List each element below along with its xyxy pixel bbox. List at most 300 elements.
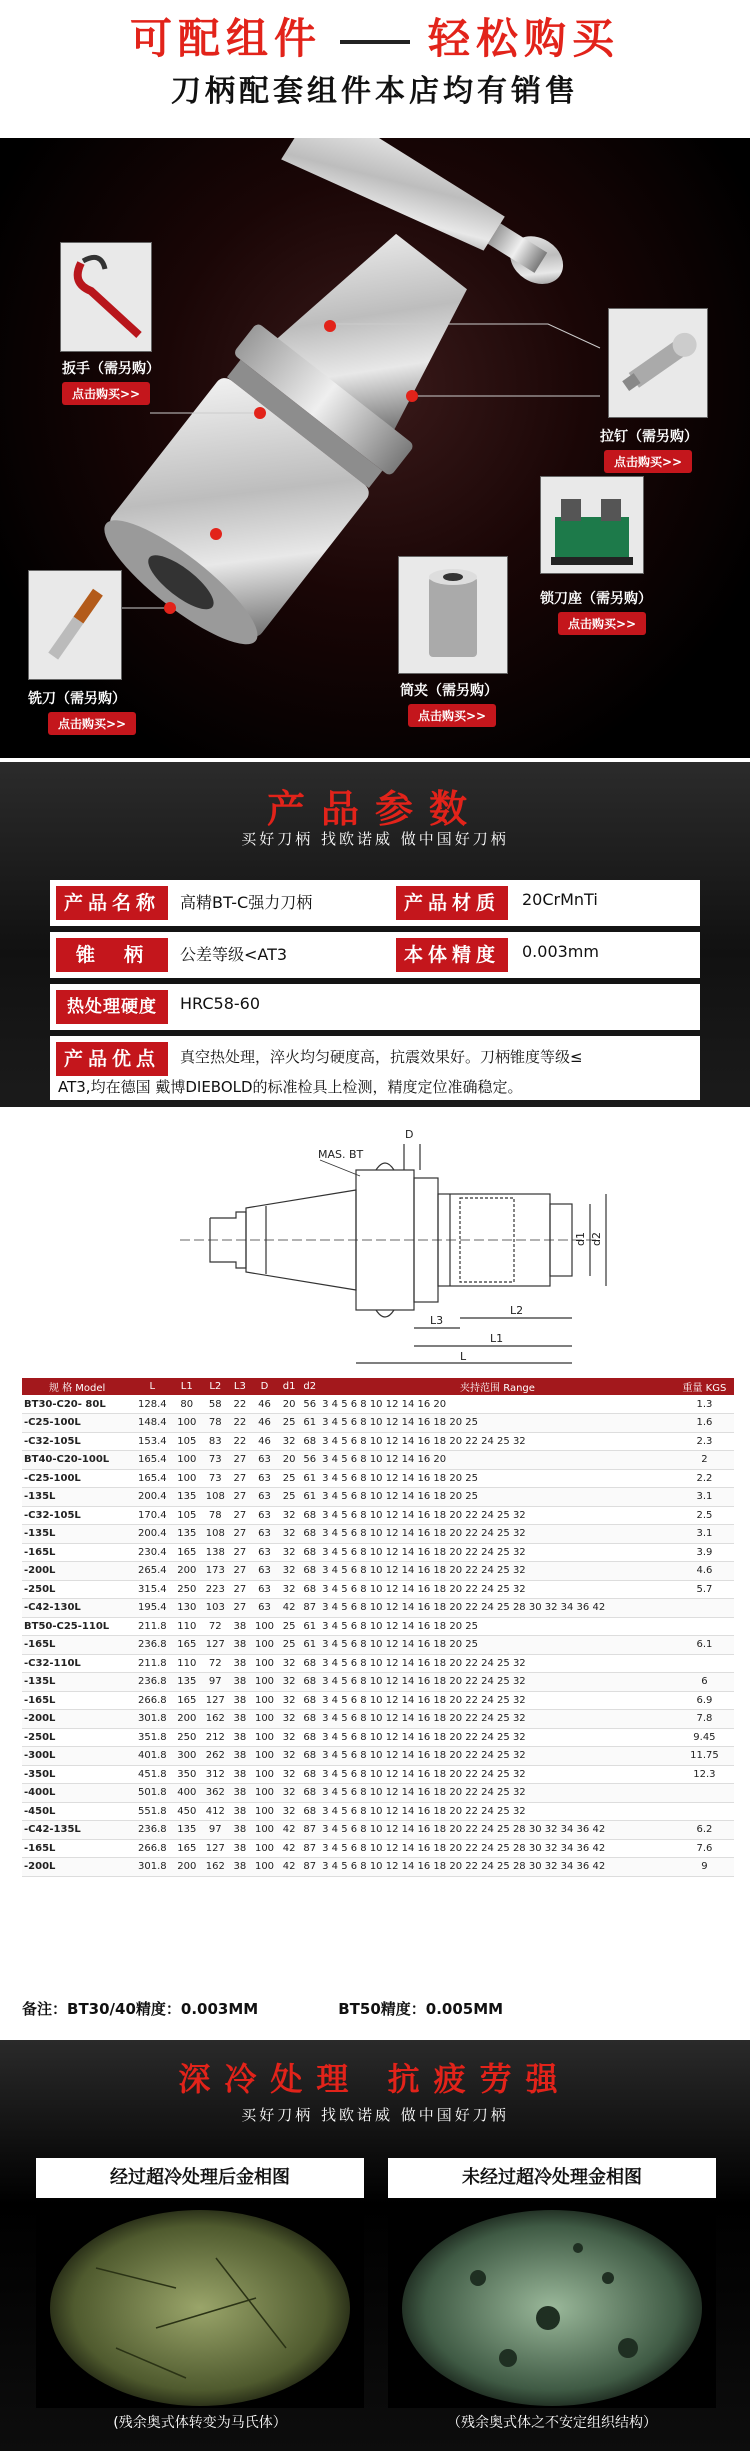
product-params-section (0, 762, 750, 1107)
spec-cell: 100 (250, 1617, 279, 1636)
spec-cell: 100 (250, 1710, 279, 1729)
spec-cell: 127 (201, 1636, 230, 1655)
spec-cell: 212 (201, 1728, 230, 1747)
spec-cell: 68 (299, 1784, 320, 1803)
spec-cell: 130 (173, 1599, 202, 1618)
spec-cell: 3 4 5 6 8 10 12 14 16 20 (320, 1395, 675, 1414)
spec-cell: 32 (279, 1802, 300, 1821)
spec-cell: 236.8 (132, 1673, 172, 1692)
spec-cell: 3 4 5 6 8 10 12 14 16 18 20 22 24 25 28 30 32 34 36 42 (320, 1839, 675, 1858)
spec-cell: 148.4 (132, 1414, 172, 1433)
table-row (22, 1617, 734, 1636)
wrench-thumbnail[interactable] (60, 242, 152, 352)
spec-cell: 362 (201, 1784, 230, 1803)
spec-cell: 3 4 5 6 8 10 12 14 16 18 20 22 24 25 32 (320, 1654, 675, 1673)
spec-cell: 38 (230, 1821, 251, 1840)
param-value: HRC58-60 (180, 994, 261, 1013)
spec-cell: 32 (279, 1673, 300, 1692)
table-row (22, 1747, 734, 1766)
table-row (22, 1506, 734, 1525)
table-row (22, 1839, 734, 1858)
spec-cell: 6.1 (675, 1636, 734, 1655)
param-label: 本体精度 (396, 938, 508, 972)
spec-cell: -200L (22, 1710, 132, 1729)
spec-cell: 3 4 5 6 8 10 12 14 16 18 20 25 (320, 1617, 675, 1636)
spec-cell: 87 (299, 1599, 320, 1618)
spec-cell: 3 4 5 6 8 10 12 14 16 18 20 22 24 25 32 (320, 1784, 675, 1803)
spec-table-section (0, 1378, 750, 1988)
spec-cell: 200 (173, 1710, 202, 1729)
spec-cell: 38 (230, 1710, 251, 1729)
spec-cell: 100 (250, 1691, 279, 1710)
spec-cell: 400 (173, 1784, 202, 1803)
spec-cell: 80 (173, 1395, 202, 1414)
spec-cell: 195.4 (132, 1599, 172, 1618)
spec-cell: 3 4 5 6 8 10 12 14 16 18 20 25 (320, 1636, 675, 1655)
spec-table-body (22, 1395, 734, 1876)
spec-cell: 12.3 (675, 1765, 734, 1784)
spec-cell: 68 (299, 1580, 320, 1599)
spec-cell: 61 (299, 1414, 320, 1433)
spec-cell: 200.4 (132, 1488, 172, 1507)
spec-cell: 165 (173, 1543, 202, 1562)
spec-cell: 27 (230, 1543, 251, 1562)
spec-cell: 63 (250, 1525, 279, 1544)
spec-cell: 3 4 5 6 8 10 12 14 16 18 20 22 24 25 32 (320, 1562, 675, 1581)
spec-cell: 9.45 (675, 1728, 734, 1747)
spec-cell: 236.8 (132, 1636, 172, 1655)
label-l2: L2 (510, 1304, 524, 1317)
table-row (22, 1469, 734, 1488)
spec-cell: 250 (173, 1728, 202, 1747)
spec-cell: -200L (22, 1562, 132, 1581)
spec-cell: 83 (201, 1432, 230, 1451)
spec-header-cell: D (250, 1378, 279, 1395)
table-row (22, 1580, 734, 1599)
advantage-text-2: AT3,均在德国 戴博DIEBOLD的标准检具上检测，精度定位准确稳定。 (58, 1078, 523, 1096)
spec-cell: 56 (299, 1395, 320, 1414)
spec-cell: 42 (279, 1599, 300, 1618)
spec-cell: 3 4 5 6 8 10 12 14 16 20 (320, 1451, 675, 1470)
spec-cell: 38 (230, 1654, 251, 1673)
spec-cell: 1.6 (675, 1414, 734, 1433)
spec-cell: 27 (230, 1580, 251, 1599)
spec-cell: 97 (201, 1673, 230, 1692)
spec-cell: 61 (299, 1488, 320, 1507)
spec-cell: 266.8 (132, 1691, 172, 1710)
spec-cell: 68 (299, 1747, 320, 1766)
cryo-heading: 深冷处理 抗疲劳强 (178, 2060, 572, 2098)
spec-cell: 46 (250, 1395, 279, 1414)
spec-cell: 211.8 (132, 1654, 172, 1673)
spec-header-cell: 规 格 Model (22, 1378, 132, 1395)
spec-cell: 73 (201, 1469, 230, 1488)
spec-cell: -C42-130L (22, 1599, 132, 1618)
spec-cell: 63 (250, 1562, 279, 1581)
spec-cell: 3 4 5 6 8 10 12 14 16 18 20 22 24 25 32 (320, 1432, 675, 1451)
spec-cell: -165L (22, 1839, 132, 1858)
spec-cell: 72 (201, 1654, 230, 1673)
spec-header-cell: L2 (201, 1378, 230, 1395)
collet-icon (399, 557, 507, 673)
spec-cell: 68 (299, 1765, 320, 1784)
spec-cell: 100 (250, 1728, 279, 1747)
spec-cell: 87 (299, 1821, 320, 1840)
label-l3: L3 (430, 1314, 444, 1327)
spec-cell: 25 (279, 1414, 300, 1433)
spec-cell: 61 (299, 1617, 320, 1636)
tool-holder-drawing (0, 1108, 750, 1378)
spec-cell: 68 (299, 1654, 320, 1673)
spec-cell: 3 4 5 6 8 10 12 14 16 18 20 22 24 25 32 (320, 1728, 675, 1747)
spec-cell: -C25-100L (22, 1414, 132, 1433)
spec-cell: 100 (250, 1636, 279, 1655)
pull-stud-thumbnail[interactable] (608, 308, 708, 418)
wrench-label: 扳手（需另购） (62, 361, 160, 377)
param-value: 高精BT-C强力刀柄 (180, 893, 313, 912)
spec-cell: 3 4 5 6 8 10 12 14 16 18 20 22 24 25 32 (320, 1747, 675, 1766)
spec-cell: 72 (201, 1617, 230, 1636)
spec-cell: BT50-C25-110L (22, 1617, 132, 1636)
spec-cell: 38 (230, 1858, 251, 1877)
spec-cell: -C32-105L (22, 1506, 132, 1525)
spec-cell: 173 (201, 1562, 230, 1581)
spec-cell: 38 (230, 1617, 251, 1636)
table-row (22, 1691, 734, 1710)
spec-cell: 32 (279, 1543, 300, 1562)
spec-cell: 6 (675, 1673, 734, 1692)
label-l: L (460, 1350, 467, 1363)
spec-cell: 200.4 (132, 1525, 172, 1544)
spec-cell: 25 (279, 1469, 300, 1488)
tool-seat-label: 锁刀座（需另购） (540, 591, 652, 607)
spec-cell: BT40-C20-100L (22, 1451, 132, 1470)
spec-table-header (22, 1378, 734, 1395)
spec-cell: 165.4 (132, 1451, 172, 1470)
spec-cell: 2.2 (675, 1469, 734, 1488)
table-row (22, 1858, 734, 1877)
spec-cell: 135 (173, 1821, 202, 1840)
spec-cell: 32 (279, 1432, 300, 1451)
spec-cell: 100 (250, 1839, 279, 1858)
spec-cell: 87 (299, 1858, 320, 1877)
spec-cell: 20 (279, 1451, 300, 1470)
table-row (22, 1543, 734, 1562)
spec-cell: 200 (173, 1562, 202, 1581)
spec-cell: 351.8 (132, 1728, 172, 1747)
spec-cell: 68 (299, 1506, 320, 1525)
wrench-buy-button[interactable]: 点击购买>> (62, 382, 150, 405)
spec-header-cell: 夹持范围 Range (320, 1378, 675, 1395)
spec-cell: 27 (230, 1488, 251, 1507)
spec-cell: 3 4 5 6 8 10 12 14 16 18 20 25 (320, 1488, 675, 1507)
table-row (22, 1728, 734, 1747)
end-mill-buy-button[interactable]: 点击购买>> (48, 712, 136, 735)
spec-cell: 63 (250, 1451, 279, 1470)
param-label: 产品材质 (396, 886, 508, 920)
spec-cell: 22 (230, 1395, 251, 1414)
collet-label: 筒夹（需另购） (400, 683, 498, 699)
left-metallograph-caption: (残余奥式体转变为马氏体） (113, 2415, 287, 2431)
table-row (22, 1562, 734, 1581)
spec-cell: -250L (22, 1728, 132, 1747)
spec-cell: 3.1 (675, 1525, 734, 1544)
spec-cell: 3 4 5 6 8 10 12 14 16 18 20 25 (320, 1414, 675, 1433)
spec-header-cell: d2 (299, 1378, 320, 1395)
right-metallograph-caption: （残余奥式体之不安定组织结构） (447, 2415, 657, 2431)
spec-cell: 42 (279, 1821, 300, 1840)
spec-cell: 38 (230, 1728, 251, 1747)
spec-cell: 262 (201, 1747, 230, 1766)
wrench-icon (61, 243, 151, 351)
tool-seat-buy-button[interactable]: 点击购买>> (558, 612, 646, 635)
table-row (22, 1821, 734, 1840)
end-mill-label: 铣刀（需另购） (28, 691, 126, 707)
spec-cell: 32 (279, 1654, 300, 1673)
spec-cell: 20 (279, 1395, 300, 1414)
title-left: 可配组件 (129, 14, 322, 63)
spec-cell: 5.7 (675, 1580, 734, 1599)
right-metallograph-image (388, 2208, 716, 2408)
spec-cell: -C32-105L (22, 1432, 132, 1451)
spec-cell: 63 (250, 1469, 279, 1488)
params-row-1 (50, 880, 700, 926)
spec-cell: 38 (230, 1636, 251, 1655)
spec-cell: 32 (279, 1710, 300, 1729)
remark-bt3040: BT30/40精度：0.003MM (67, 2000, 259, 2018)
spec-cell: 165 (173, 1691, 202, 1710)
spec-cell: 27 (230, 1562, 251, 1581)
spec-cell: 3.1 (675, 1488, 734, 1507)
spec-cell: 162 (201, 1710, 230, 1729)
spec-cell: 87 (299, 1839, 320, 1858)
param-label: 热处理硬度 (56, 990, 168, 1024)
spec-cell: 135 (173, 1525, 202, 1544)
spec-cell: 100 (250, 1765, 279, 1784)
label-d: D (405, 1128, 414, 1141)
spec-cell: 105 (173, 1506, 202, 1525)
param-label: 产品名称 (56, 886, 168, 920)
spec-cell: 68 (299, 1673, 320, 1692)
spec-cell: 165.4 (132, 1469, 172, 1488)
spec-cell (675, 1617, 734, 1636)
spec-cell: 301.8 (132, 1710, 172, 1729)
spec-cell: 38 (230, 1765, 251, 1784)
right-metallograph-title: 未经过超冷处理金相图 (388, 2158, 716, 2198)
spec-cell: 32 (279, 1525, 300, 1544)
spec-cell: 32 (279, 1562, 300, 1581)
spec-cell: 108 (201, 1525, 230, 1544)
spec-cell: 551.8 (132, 1802, 172, 1821)
spec-cell: 301.8 (132, 1858, 172, 1877)
tool-seat-thumbnail[interactable] (540, 476, 644, 574)
param-value: 公差等级<AT3 (180, 945, 288, 964)
spec-cell: 63 (250, 1580, 279, 1599)
title-right: 轻松购买 (428, 14, 621, 63)
spec-cell: 32 (279, 1691, 300, 1710)
table-row (22, 1673, 734, 1692)
spec-cell: 100 (173, 1469, 202, 1488)
params-row-2 (50, 932, 700, 978)
spec-cell: 97 (201, 1821, 230, 1840)
remark (22, 1998, 503, 2019)
spec-cell: 38 (230, 1784, 251, 1803)
label-d1: d1 (574, 1232, 587, 1246)
spec-cell: 63 (250, 1506, 279, 1525)
spec-cell: 100 (250, 1673, 279, 1692)
spec-cell: 266.8 (132, 1839, 172, 1858)
spec-cell: 11.75 (675, 1747, 734, 1766)
table-row (22, 1710, 734, 1729)
pull-stud-icon (609, 309, 707, 417)
spec-cell: 412 (201, 1802, 230, 1821)
spec-cell: 451.8 (132, 1765, 172, 1784)
spec-cell: 127 (201, 1691, 230, 1710)
spec-cell: 3 4 5 6 8 10 12 14 16 18 20 22 24 25 32 (320, 1506, 675, 1525)
spec-cell: 138 (201, 1543, 230, 1562)
params-row-3 (50, 984, 700, 1030)
table-row (22, 1765, 734, 1784)
spec-cell: 32 (279, 1765, 300, 1784)
spec-cell: 6.2 (675, 1821, 734, 1840)
table-row (22, 1488, 734, 1507)
spec-cell: 68 (299, 1710, 320, 1729)
spec-cell: 200 (173, 1858, 202, 1877)
remark-bt50: BT50精度：0.005MM (338, 2000, 504, 2018)
spec-cell: 38 (230, 1673, 251, 1692)
spec-cell: 100 (250, 1654, 279, 1673)
spec-cell: 32 (279, 1580, 300, 1599)
spec-cell: 103 (201, 1599, 230, 1618)
end-mill-icon (29, 571, 121, 679)
spec-cell: 32 (279, 1747, 300, 1766)
spec-cell: 250 (173, 1580, 202, 1599)
spec-cell: 3 4 5 6 8 10 12 14 16 18 20 22 24 25 32 (320, 1673, 675, 1692)
table-row (22, 1525, 734, 1544)
spec-cell: 128.4 (132, 1395, 172, 1414)
spec-cell: 100 (250, 1802, 279, 1821)
spec-cell: 3 4 5 6 8 10 12 14 16 18 20 22 24 25 32 (320, 1802, 675, 1821)
advantage-text-1: 真空热处理，淬火均匀硬度高，抗震效果好。刀柄锥度等级≤ (180, 1048, 583, 1066)
spec-cell: 223 (201, 1580, 230, 1599)
spec-cell: 315.4 (132, 1580, 172, 1599)
spec-cell: 25 (279, 1617, 300, 1636)
param-label: 产品优点 (56, 1042, 168, 1076)
spec-cell: 3 4 5 6 8 10 12 14 16 18 20 22 24 25 32 (320, 1691, 675, 1710)
spec-cell: 3 4 5 6 8 10 12 14 16 18 20 22 24 25 32 (320, 1765, 675, 1784)
spec-cell: 38 (230, 1747, 251, 1766)
spec-cell: 211.8 (132, 1617, 172, 1636)
spec-cell: 78 (201, 1506, 230, 1525)
spec-cell: 38 (230, 1839, 251, 1858)
spec-cell: 3 4 5 6 8 10 12 14 16 18 20 22 24 25 28 30 32 34 36 42 (320, 1858, 675, 1877)
spec-cell: -400L (22, 1784, 132, 1803)
left-metallograph-image (36, 2208, 364, 2408)
spec-cell: 110 (173, 1654, 202, 1673)
spec-cell: -135L (22, 1488, 132, 1507)
collet-thumbnail[interactable] (398, 556, 508, 674)
table-row (22, 1802, 734, 1821)
param-value: 0.003mm (522, 942, 599, 961)
end-mill-thumbnail[interactable] (28, 570, 122, 680)
title-divider (340, 40, 410, 44)
tool-seat-icon (541, 477, 643, 573)
spec-cell: 100 (250, 1821, 279, 1840)
spec-cell: 135 (173, 1488, 202, 1507)
spec-cell: -165L (22, 1691, 132, 1710)
label-l1: L1 (490, 1332, 504, 1345)
spec-cell: 7.6 (675, 1839, 734, 1858)
spec-cell: 27 (230, 1469, 251, 1488)
table-row (22, 1432, 734, 1451)
table-row (22, 1414, 734, 1433)
spec-cell: 100 (173, 1451, 202, 1470)
spec-cell (675, 1654, 734, 1673)
spec-cell: 100 (250, 1747, 279, 1766)
spec-cell: -165L (22, 1636, 132, 1655)
spec-cell: -165L (22, 1543, 132, 1562)
spec-cell: 63 (250, 1543, 279, 1562)
spec-cell: 58 (201, 1395, 230, 1414)
page-title (0, 6, 750, 66)
spec-cell: 68 (299, 1543, 320, 1562)
spec-cell: 401.8 (132, 1747, 172, 1766)
spec-cell: 25 (279, 1488, 300, 1507)
spec-cell: 38 (230, 1802, 251, 1821)
spec-cell: 300 (173, 1747, 202, 1766)
collet-buy-button[interactable]: 点击购买>> (408, 704, 496, 727)
spec-cell: 1.3 (675, 1395, 734, 1414)
spec-header-cell: 重量 KGS (675, 1378, 734, 1395)
pull-stud-label: 拉钉（需另购） (600, 429, 698, 445)
spec-cell: 170.4 (132, 1506, 172, 1525)
pull-stud-buy-button[interactable]: 点击购买>> (604, 450, 692, 473)
spec-cell: 162 (201, 1858, 230, 1877)
spec-cell: 73 (201, 1451, 230, 1470)
spec-cell: 3.9 (675, 1543, 734, 1562)
spec-cell: 3 4 5 6 8 10 12 14 16 18 20 22 24 25 32 (320, 1580, 675, 1599)
spec-cell: 63 (250, 1599, 279, 1618)
spec-cell: 135 (173, 1673, 202, 1692)
spec-cell: 25 (279, 1636, 300, 1655)
table-row (22, 1636, 734, 1655)
spec-cell: 3 4 5 6 8 10 12 14 16 18 20 22 24 25 32 (320, 1525, 675, 1544)
left-metallograph-title: 经过超冷处理后金相图 (36, 2158, 364, 2198)
spec-cell: 46 (250, 1432, 279, 1451)
technical-drawing (0, 1108, 750, 1378)
spec-cell: 153.4 (132, 1432, 172, 1451)
spec-header-cell: L (132, 1378, 172, 1395)
spec-cell: 27 (230, 1525, 251, 1544)
spec-cell: -C42-135L (22, 1821, 132, 1840)
params-heading: 产品参数 (266, 787, 483, 831)
spec-cell (675, 1802, 734, 1821)
cryo-slogan: 买好刀柄 找欧诺威 做中国好刀柄 (241, 2106, 509, 2124)
spec-header-cell: L3 (230, 1378, 251, 1395)
spec-cell (675, 1599, 734, 1618)
spec-cell: -350L (22, 1765, 132, 1784)
spec-cell: -135L (22, 1525, 132, 1544)
product-hero (0, 138, 750, 758)
spec-cell: 78 (201, 1414, 230, 1433)
spec-cell: 27 (230, 1506, 251, 1525)
spec-cell: 312 (201, 1765, 230, 1784)
spec-cell (675, 1784, 734, 1803)
spec-cell: 68 (299, 1525, 320, 1544)
spec-cell: 68 (299, 1562, 320, 1581)
spec-cell: 68 (299, 1432, 320, 1451)
spec-cell: 2.5 (675, 1506, 734, 1525)
